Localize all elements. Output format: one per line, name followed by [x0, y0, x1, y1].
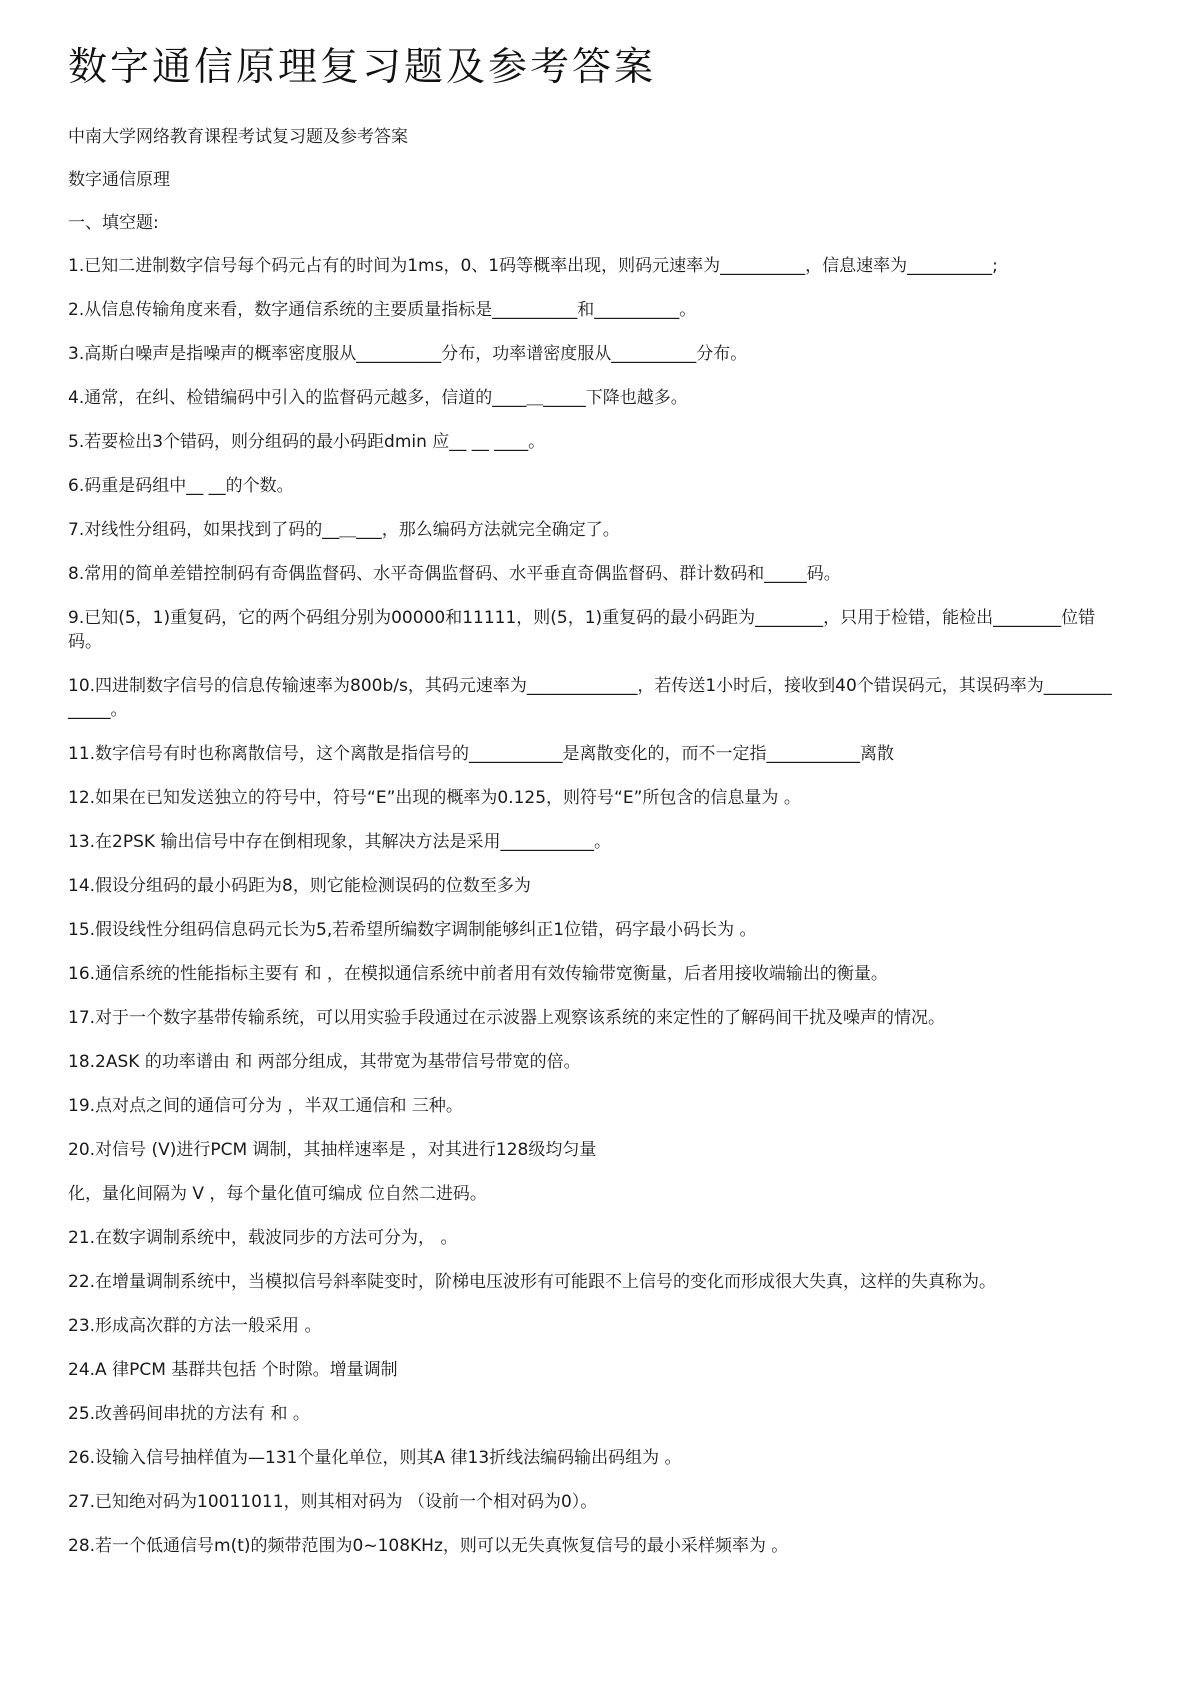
question-item: 5.若要检出3个错码，则分组码的最小码距dmin 应__ __ ____。 — [68, 432, 546, 452]
question-item: 17.对于一个数字基带传输系统，可以用实验手段通过在示波器上观察该系统的来定性的了解码间干扰及噪声的情况。 — [68, 1008, 946, 1028]
question-item: 26.设输入信号抽样值为—131个量化单位，则其A 律13折线法编码输出码组为 。 — [68, 1448, 682, 1468]
question-item: 23.形成高次群的方法一般采用 。 — [68, 1316, 322, 1336]
question-item: 7.对线性分组码，如果找到了码的__＿___，那么编码方法就完全确定了。 — [68, 520, 620, 540]
question-item: 27.已知绝对码为10011011，则其相对码为 （设前一个相对码为0）。 — [68, 1492, 598, 1512]
document-title: 数字通信原理复习题及参考答案 — [68, 45, 657, 90]
question-item: 18.2ASK 的功率谱由 和 两部分组成，其带宽为基带信号带宽的倍。 — [68, 1052, 581, 1072]
question-item: 11.数字信号有时也称离散信号，这个离散是指信号的___________是离散变化的，而不一定指___________离散 — [68, 744, 895, 764]
document-subtitle: 中南大学网络教育课程考试复习题及参考答案 — [68, 127, 408, 147]
question-item-continued: 化，量化间隔为 V ，每个量化值可编成 位自然二进码。 — [68, 1184, 487, 1204]
question-item: 22.在增量调制系统中，当模拟信号斜率陡变时，阶梯电压波形有可能跟不上信号的变化而形成很大失真，这样的失真称为。 — [68, 1272, 997, 1292]
section-heading: 一、填空题: — [68, 213, 159, 233]
question-item: 13.在2PSK 输出信号中存在倒相现象，其解决方法是采用___________。 — [68, 832, 611, 852]
question-list — [68, 254, 1120, 1558]
question-item: 25.改善码间串扰的方法有 和 。 — [68, 1404, 310, 1424]
question-item: 12.如果在已知发送独立的符号中，符号“E”出现的概率为0.125，则符号“E”所包含的信息量为 。 — [68, 788, 801, 808]
question-item: 9.已知(5，1)重复码，它的两个码组分别为00000和11111，则(5，1)重复码的最小码距为________，只用于检错，能检出________位错码。 — [68, 608, 1096, 652]
question-item: 15.假设线性分组码信息码元长为5,若希望所编数字调制能够纠正1位错，码字最小码长为 。 — [68, 920, 757, 940]
question-item: 6.码重是码组中__ __的个数。 — [68, 476, 294, 496]
question-item: 20.对信号 (V)进行PCM 调制，其抽样速率是 ，对其进行128级均匀量 — [68, 1140, 597, 1160]
question-item: 10.四进制数字信号的信息传输速率为800b/s，其码元速率为_____________，若传送1小时后，接收到40个错误码元，其误码率为_____________。 — [68, 676, 1112, 720]
course-name: 数字通信原理 — [68, 170, 170, 190]
question-item: 14.假设分组码的最小码距为8，则它能检测误码的位数至多为 — [68, 876, 531, 896]
question-item: 3.高斯白噪声是指噪声的概率密度服从__________分布，功率谱密度服从__________分布。 — [68, 344, 748, 364]
question-item: 19.点对点之间的通信可分为 ，半双工通信和 三种。 — [68, 1096, 463, 1116]
question-item: 28.若一个低通信号m(t)的频带范围为0~108KHz，则可以无失真恢复信号的最小采样频率为 。 — [68, 1536, 789, 1556]
question-item: 8.常用的简单差错控制码有奇偶监督码、水平奇偶监督码、水平垂直奇偶监督码、群计数码和_____码。 — [68, 564, 841, 584]
question-item: 1.已知二进制数字信号每个码元占有的时间为1ms，0、1码等概率出现，则码元速率为__________，信息速率为__________; — [68, 256, 998, 276]
question-item: 24.A 律PCM 基群共包括 个时隙。增量调制 — [68, 1360, 398, 1380]
question-item: 4.通常，在纠、检错编码中引入的监督码元越多，信道的____＿_____下降也越多。 — [68, 388, 688, 408]
question-item: 16.通信系统的性能指标主要有 和 ，在模拟通信系统中前者用有效传输带宽衡量，后者用接收端输出的衡量。 — [68, 964, 888, 984]
question-item: 2.从信息传输角度来看，数字通信系统的主要质量指标是__________和__________。 — [68, 300, 697, 320]
question-item: 21.在数字调制系统中，载波同步的方法可分为， 。 — [68, 1228, 458, 1248]
